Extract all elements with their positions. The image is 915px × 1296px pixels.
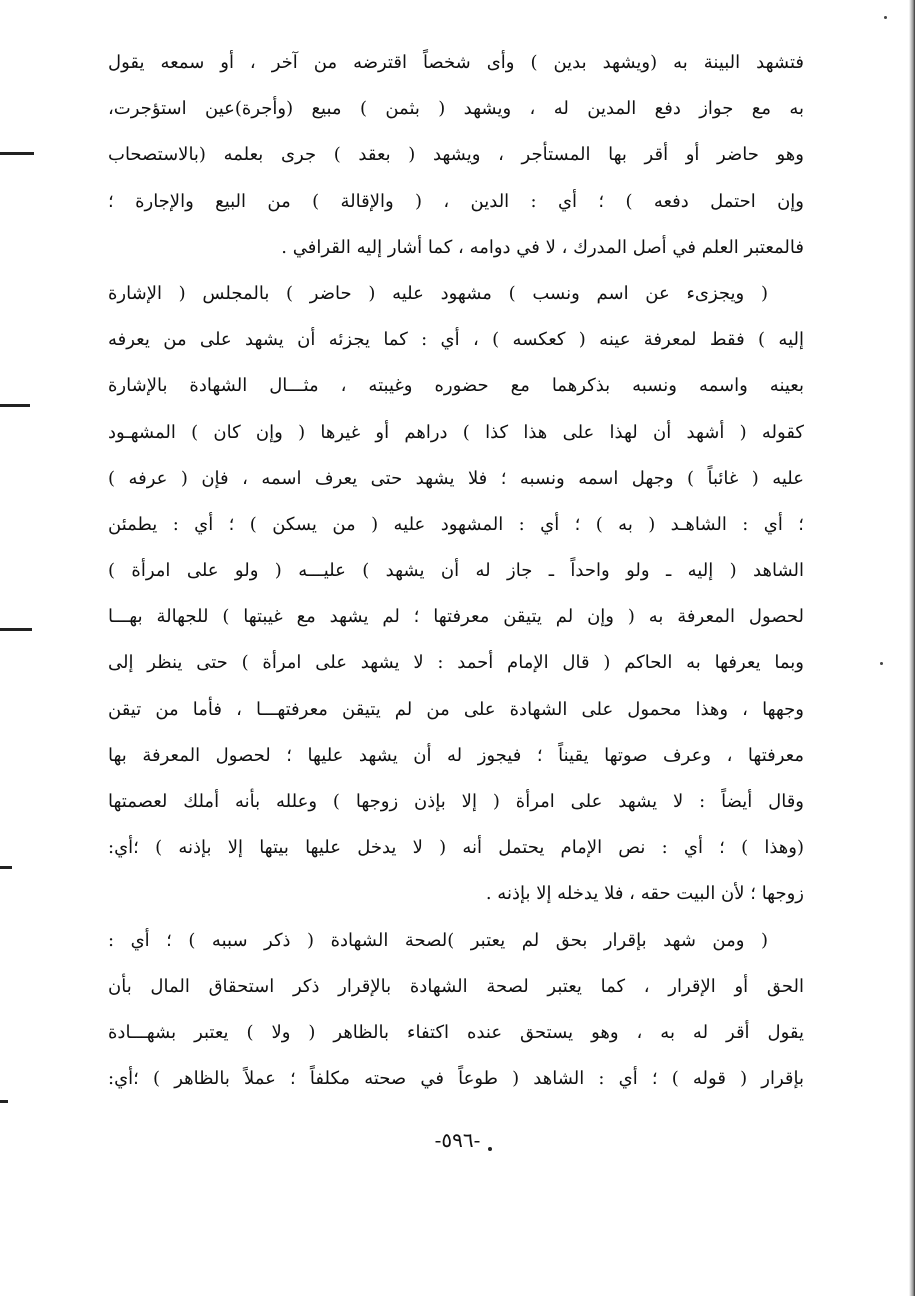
text-line: فتشهد البينة به (ويشهد بدين ) وأى شخصاً اقترضه من آخر ، أو سمعه يقول	[108, 52, 804, 73]
margin-mark	[0, 1100, 8, 1103]
scan-edge-shadow	[909, 0, 915, 1296]
text-line: وهو حاضر أو أقر بها المستأجر ، ويشهد ( بعقد ) جرى بعلمه (بالاستصحاب	[108, 144, 804, 166]
text-line: الحق أو الإقرار ، كما يعتبر لصحة الشهادة بالإقرار ذكر استحقاق المال بأن	[108, 975, 804, 997]
text-line: كقوله ( أشهد أن لهذا على هذا كذا ) دراهم أو غيرها ( وإن كان ) المشهـود	[108, 421, 804, 443]
text-line: (وهذا ) ؛ أي : نص الإمام يحتمل أنه ( لا يدخل عليها بيتها إلا بإذنه ) ؛أي:	[108, 837, 804, 859]
page-number: -٥٩٦-	[434, 1128, 481, 1152]
margin-mark	[0, 628, 32, 631]
text-line: بعينه واسمه ونسبه بذكرهما مع حضوره وغيبته ، مثـــال الشهادة بالإشارة	[108, 375, 804, 397]
text-line: الشاهد ( إليه ـ ولو واحداً ـ جاز له أن يشهد ) عليـــه ( ولو على امرأة )	[108, 560, 804, 582]
scan-speck	[880, 662, 883, 665]
text-line: لحصول المعرفة به ( وإن لم يتيقن معرفتها ؛ لم يشهد مع غيبتها ) للجهالة بهـــا	[108, 606, 804, 628]
text-line: فالمعتبر العلم في أصل المدرك ، لا في دوامه ، كما أشار إليه القرافي .	[281, 236, 804, 258]
text-line: معرفتها ، وعرف صوتها يقيناً ؛ فيجوز له أن يشهد عليها ؛ لحصول المعرفة بها	[108, 744, 804, 766]
body-text	[108, 40, 804, 1102]
text-line: وإن احتمل دفعه ) ؛ أي : الدين ، ( والإقالة ) من البيع والإجارة ؛	[108, 190, 804, 212]
text-line: يقول أقر له به ، وهو يستحق عنده اكتفاء بالظاهر ( ولا ) يعتبر بشهـــادة	[108, 1021, 804, 1043]
scan-speck	[884, 16, 887, 19]
margin-mark	[0, 866, 12, 869]
text-line: وجهها ، وهذا محمول على الشهادة على من لم يتيقن معرفتهـــا ، فأما من تيقن	[108, 698, 804, 720]
text-line: وبما يعرفها به الحاكم ( قال الإمام أحمد : لا يشهد على امرأة ) حتى ينظر إلى	[108, 652, 804, 674]
scan-speck	[488, 1147, 492, 1151]
text-line: زوجها ؛ لأن البيت حقه ، فلا يدخله إلا بإذنه .	[485, 883, 804, 905]
text-line: إليه ) فقط لمعرفة عينه ( كعكسه ) ، أي : كما يجزئه أن يشهد على من يعرفه	[108, 329, 804, 351]
text-line: ( ومن شهد بإقرار بحق لم يعتبر )لصحة الشهادة ( ذكر سببه ) ؛ أي :	[108, 929, 768, 951]
margin-mark	[0, 404, 30, 407]
text-line: بإقرار ( قوله ) ؛ أي : الشاهد ( طوعاً في صحته مكلفاً ؛ عملاً بالظاهر ) ؛أي:	[108, 1068, 804, 1090]
margin-mark	[0, 152, 34, 155]
text-line: عليه ( غائباً ) وجهل اسمه ونسبه ؛ فلا يشهد حتى يعرف اسمه ، فإن ( عرفه )	[108, 467, 804, 489]
text-line: وقال أيضاً : لا يشهد على امرأة ( إلا بإذن زوجها ) وعلله بأنه أملك لعصمتها	[108, 791, 804, 812]
text-line: ( ويجزىء عن اسم ونسب ) مشهود عليه ( حاضر ) بالمجلس ( الإشارة	[108, 282, 768, 304]
text-line: ؛ أي : الشاهـد ( به ) ؛ أي : المشهود عليه ( من يسكن ) ؛ أي : يطمئن	[108, 513, 804, 535]
text-line: به مع جواز دفع المدين له ، ويشهد ( بثمن ) مبيع (وأجرة)عين استؤجرت،	[108, 98, 804, 120]
